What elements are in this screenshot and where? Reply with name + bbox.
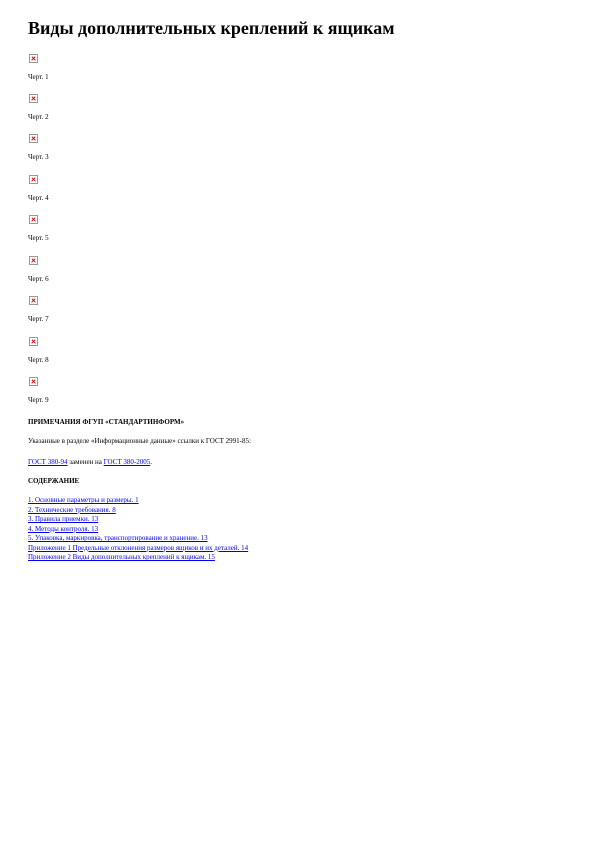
figure-7 xyxy=(28,296,348,326)
broken-image-icon xyxy=(29,94,38,103)
figure-caption: Черт. 7 xyxy=(28,315,49,323)
page-title: Виды дополнительных креплений к ящикам xyxy=(28,18,395,38)
table-of-contents xyxy=(28,496,248,563)
figure-caption: Черт. 2 xyxy=(28,113,49,121)
figure-caption: Черт. 9 xyxy=(28,396,49,404)
toc-link[interactable]: 2. Технические требования. 8 xyxy=(28,505,116,514)
period: . xyxy=(150,458,152,466)
figure-caption: Черт. 8 xyxy=(28,356,49,364)
notes-heading: ПРИМЕЧАНИЯ ФГУП «СТАНДАРТИНФОРМ» xyxy=(28,418,185,426)
broken-image-icon xyxy=(29,175,38,184)
replaced-text: заменен на xyxy=(67,458,104,466)
gost-380-94-link[interactable]: ГОСТ 380-94 xyxy=(28,458,68,466)
toc-link[interactable]: Приложение 1 Предельные отклонения размеров ящиков и их деталей. 14 xyxy=(28,543,249,552)
figure-1 xyxy=(28,54,348,84)
broken-image-icon xyxy=(29,337,38,346)
figure-9 xyxy=(28,377,348,407)
figure-2 xyxy=(28,94,348,124)
figure-8 xyxy=(28,337,348,367)
figure-caption: Черт. 4 xyxy=(28,194,49,202)
notes-replacement-line xyxy=(28,458,152,466)
broken-image-icon xyxy=(29,377,38,386)
broken-image-icon xyxy=(29,256,38,265)
figure-3 xyxy=(28,134,348,164)
broken-image-icon xyxy=(29,134,38,143)
figure-6 xyxy=(28,256,348,286)
toc-link[interactable]: 1. Основные параметры и размеры. 1 xyxy=(28,496,139,504)
figure-caption: Черт. 3 xyxy=(28,153,49,161)
broken-image-icon xyxy=(29,296,38,305)
toc-link[interactable]: Приложение 2 Виды дополнительных креплений к ящикам. 15 xyxy=(28,553,215,561)
contents-heading: СОДЕРЖАНИЕ xyxy=(28,477,80,485)
figure-5 xyxy=(28,215,348,245)
broken-image-icon xyxy=(29,215,38,224)
toc-link[interactable]: 4. Методы контроля. 13 xyxy=(28,524,99,533)
toc-link[interactable]: 5. Упаковка, маркировка, транспортирование и хранение. 13 xyxy=(28,534,208,542)
figure-caption: Черт. 6 xyxy=(28,275,49,283)
broken-image-icon xyxy=(29,54,38,63)
notes-paragraph: Указанные в разделе «Информационные данные» ссылки к ГОСТ 2991-85: xyxy=(28,437,251,445)
figure-4 xyxy=(28,175,348,205)
gost-380-2005-link[interactable]: ГОСТ 380-2005 xyxy=(103,458,151,466)
figure-caption: Черт. 1 xyxy=(28,73,49,81)
figure-caption: Черт. 5 xyxy=(28,234,49,242)
toc-link[interactable]: 3. Правила приемки. 13 xyxy=(28,515,99,523)
